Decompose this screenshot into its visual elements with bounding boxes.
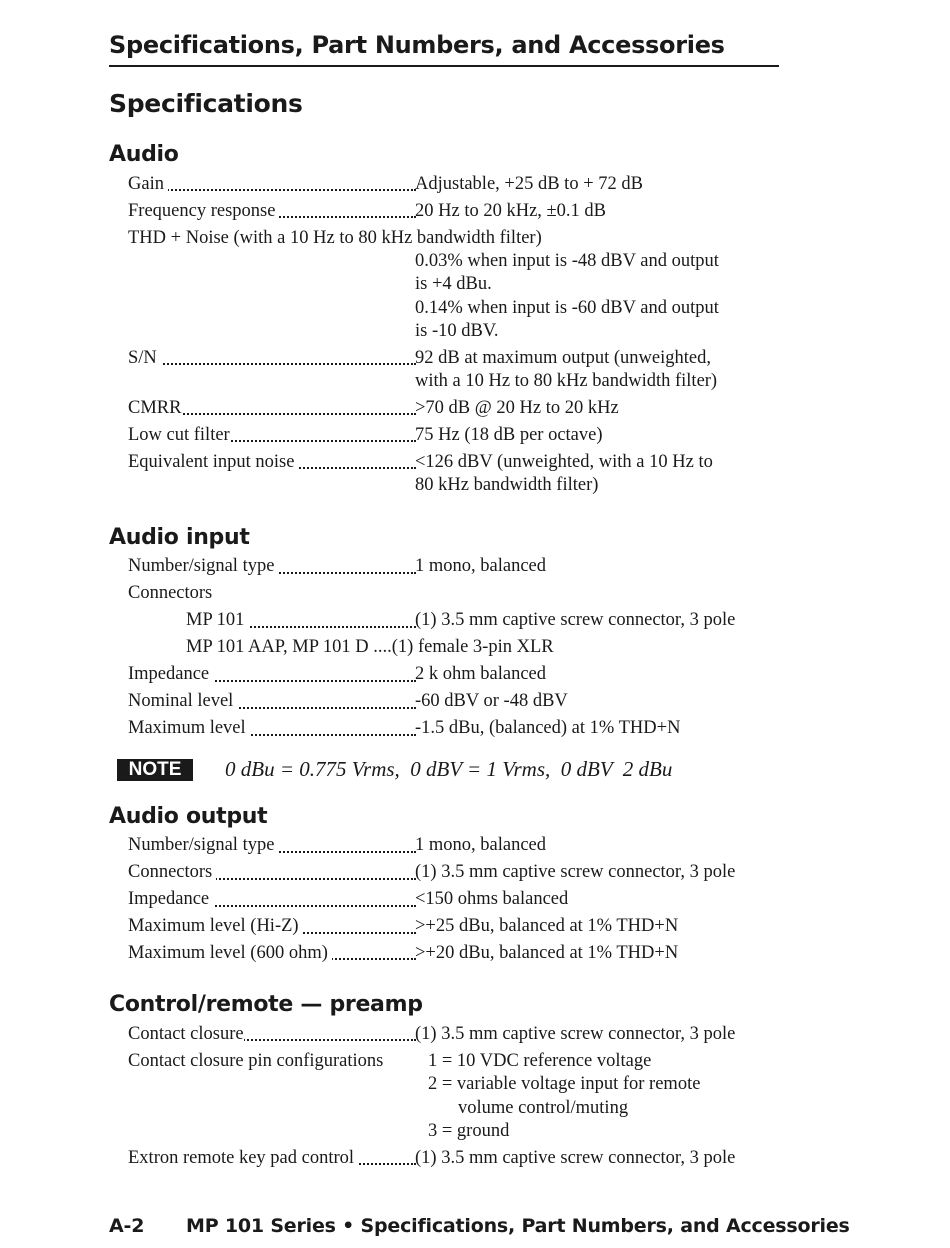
spec-label: Connectors bbox=[128, 583, 213, 604]
note-badge: NOTE bbox=[117, 759, 193, 781]
spec-row-sn bbox=[109, 343, 781, 393]
pin-config-1: 1 = 10 VDC reference voltage bbox=[428, 1051, 652, 1072]
spec-row-input-signal-type bbox=[109, 552, 781, 579]
spec-row-input-connectors bbox=[109, 579, 781, 606]
spec-label: Nominal level bbox=[128, 691, 237, 711]
header-title: Specifications, Part Numbers, and Accessories bbox=[109, 31, 725, 59]
spec-row-equivalent-input-noise bbox=[109, 447, 781, 497]
spec-label: Impedance bbox=[128, 889, 213, 909]
section-audio-input bbox=[109, 524, 781, 741]
spec-label: Low cut filter bbox=[128, 425, 230, 446]
spec-row-frequency-response bbox=[109, 196, 781, 223]
spec-row-input-impedance bbox=[109, 660, 781, 687]
section-heading-audio-input: Audio input bbox=[109, 524, 250, 550]
spec-label: Maximum level (Hi-Z) bbox=[128, 916, 303, 936]
page-number: A-2 bbox=[109, 1215, 145, 1237]
spec-row-nominal-level bbox=[109, 687, 781, 714]
spec-value: >+25 dBu, balanced at 1% THD+N bbox=[415, 916, 679, 937]
spec-value: >+20 dBu, balanced at 1% THD+N bbox=[415, 943, 679, 964]
spec-label: Connectors bbox=[128, 862, 216, 882]
spec-text: MP 101 AAP, MP 101 D ....(1) female 3-pin XLR bbox=[186, 637, 554, 658]
section-heading-audio: Audio bbox=[109, 142, 179, 167]
spec-value-line: <126 dBV (unweighted, with a 10 Hz to bbox=[415, 452, 713, 473]
spec-value: Adjustable, +25 dB to + 72 dB bbox=[415, 173, 643, 194]
spec-label: Number/signal type bbox=[128, 835, 278, 855]
spec-value: (1) 3.5 mm captive screw connector, 3 pole bbox=[415, 1024, 736, 1045]
spec-value-line: 92 dB at maximum output (unweighted, bbox=[415, 347, 711, 368]
spec-value-line: 0.14% when input is -60 dBV and output bbox=[415, 297, 719, 318]
footer-text: MP 101 Series • Specifications, Part Numbers, and Accessories bbox=[186, 1215, 850, 1237]
spec-value: (1) 3.5 mm captive screw connector, 3 pole bbox=[415, 862, 736, 883]
spec-label: Contact closure pin configurations bbox=[128, 1051, 387, 1071]
section-audio-output bbox=[109, 803, 781, 966]
spec-value: -1.5 dBu, (balanced) at 1% THD+N bbox=[415, 718, 681, 739]
note-callout bbox=[109, 755, 781, 785]
spec-row-cmrr bbox=[109, 393, 781, 420]
spec-label: Extron remote key pad control bbox=[128, 1148, 358, 1168]
spec-row-gain bbox=[109, 169, 781, 196]
spec-row-input-maximum-level bbox=[109, 714, 781, 741]
document-page bbox=[109, 28, 781, 1170]
pin-config-2-cont: volume control/muting bbox=[458, 1097, 629, 1118]
section-heading-control-remote: Control/remote — preamp bbox=[109, 992, 423, 1018]
spec-value: 75 Hz (18 dB per octave) bbox=[415, 425, 603, 446]
spec-label: Maximum level bbox=[128, 718, 250, 738]
spec-label: Number/signal type bbox=[128, 556, 278, 576]
spec-label: Frequency response bbox=[128, 201, 279, 221]
spec-label: MP 101 bbox=[186, 610, 248, 630]
spec-row-contact-closure bbox=[109, 1019, 781, 1046]
spec-value: (1) 3.5 mm captive screw connector, 3 pole bbox=[415, 610, 736, 631]
spec-value: 2 k ohm balanced bbox=[415, 664, 546, 685]
spec-label: Gain bbox=[128, 174, 168, 194]
spec-row-max-level-600 bbox=[109, 939, 781, 966]
spec-row-key-pad-control bbox=[109, 1143, 781, 1170]
spec-value-line: with a 10 Hz to 80 kHz bandwidth filter) bbox=[415, 371, 718, 392]
spec-value-line: is -10 dBV. bbox=[415, 320, 499, 341]
spec-label: Equivalent input noise bbox=[128, 452, 298, 472]
spec-value: (1) 3.5 mm captive screw connector, 3 pole bbox=[415, 1148, 736, 1169]
spec-label: THD + Noise (with a 10 Hz to 80 kHz bandwidth filter) bbox=[128, 227, 542, 248]
spec-row-mp101 bbox=[109, 606, 781, 633]
page-footer bbox=[109, 1215, 850, 1237]
spec-value: <150 ohms balanced bbox=[415, 889, 569, 910]
spec-row-thd-noise bbox=[109, 223, 781, 343]
spec-row-mp101-aap bbox=[109, 633, 781, 660]
spec-label: S/N bbox=[128, 348, 161, 368]
section-audio bbox=[109, 141, 781, 498]
spec-value-line: 80 kHz bandwidth filter) bbox=[415, 475, 599, 496]
spec-row-output-impedance bbox=[109, 885, 781, 912]
spec-label: CMRR bbox=[128, 398, 182, 419]
pin-config-2: 2 = variable voltage input for remote bbox=[428, 1074, 701, 1095]
spec-row-output-signal-type bbox=[109, 831, 781, 858]
note-text: 0 dBu = 0.775 Vrms, 0 dBV = 1 Vrms, 0 dBV 2 dBu bbox=[225, 757, 673, 782]
spec-row-pin-configurations bbox=[109, 1046, 781, 1143]
page-title: Specifications bbox=[109, 89, 303, 118]
header-rule bbox=[109, 65, 779, 67]
spec-value: 1 mono, balanced bbox=[415, 835, 546, 856]
spec-value: 1 mono, balanced bbox=[415, 556, 546, 577]
spec-value: 20 Hz to 20 kHz, ±0.1 dB bbox=[415, 200, 607, 221]
spec-row-max-level-hiz bbox=[109, 912, 781, 939]
section-heading-audio-output: Audio output bbox=[109, 803, 268, 829]
pin-config-3: 3 = ground bbox=[428, 1121, 510, 1142]
spec-label: Maximum level (600 ohm) bbox=[128, 943, 332, 963]
spec-row-output-connectors bbox=[109, 858, 781, 885]
spec-value: -60 dBV or -48 dBV bbox=[415, 691, 568, 712]
spec-value-line: is +4 dBu. bbox=[415, 274, 492, 295]
spec-label: Contact closure bbox=[128, 1024, 244, 1045]
section-control-remote bbox=[109, 991, 781, 1170]
spec-row-low-cut-filter bbox=[109, 420, 781, 447]
spec-label: Impedance bbox=[128, 664, 213, 684]
spec-value: >70 dB @ 20 Hz to 20 kHz bbox=[415, 398, 619, 419]
spec-value-line: 0.03% when input is -48 dBV and output bbox=[415, 250, 719, 271]
